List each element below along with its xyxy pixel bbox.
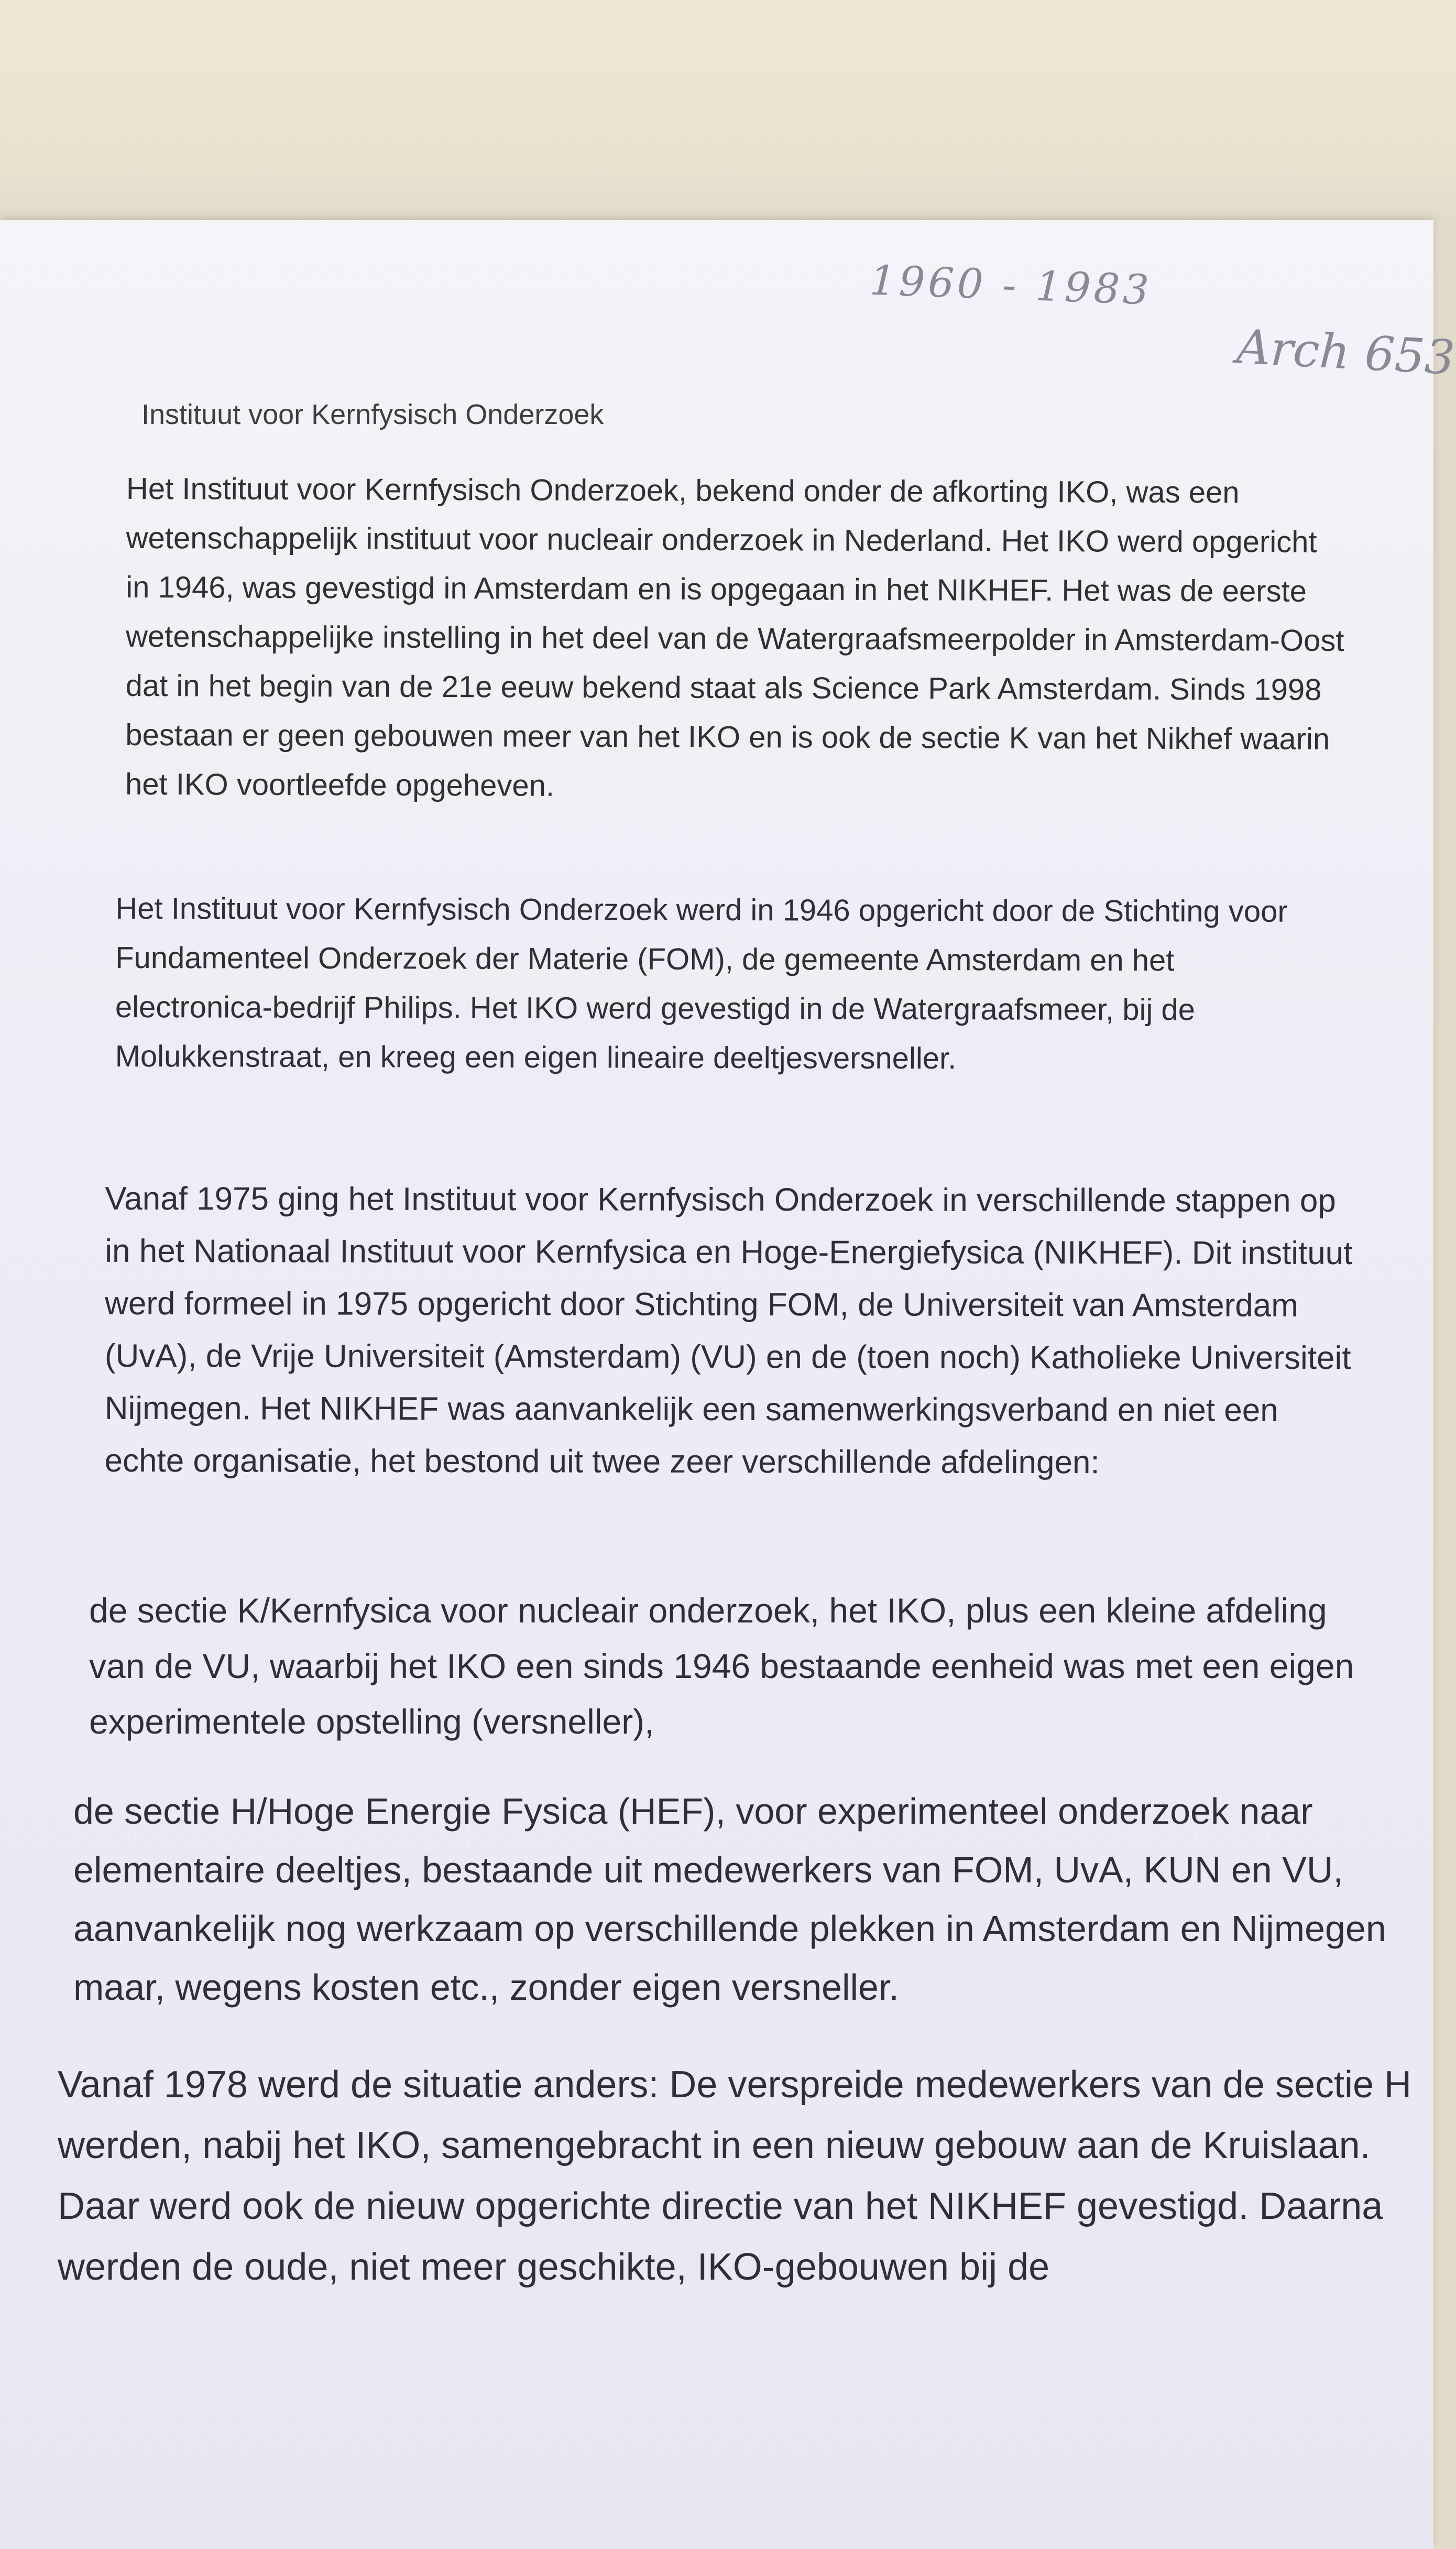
paragraph-merger: Vanaf 1975 ging het Instituut voor Kernfysisch Onderzoek in verschillende stappen op in het Nationaal Instituut voor Kernfysica en Hoge-Energiefysica (NIKHEF). Dit instituut werd formeel in 1975 opgericht door Stichting FOM, de Universiteit van Amsterdam (UvA), de Vrije Universiteit (Amsterdam) (VU) en de (toen noch) Katholieke Universiteit Nijmegen. Het NIKHEF was aanvankelijk een samenwerkingsverband en niet een echte organisatie, het bestond uit twee zeer verschillende afdelingen: [104, 1180, 1353, 1481]
paragraph-section-h: de sectie H/Hoge Energie Fysica (HEF), voor experimenteel onderzoek naar elementaire deeltjes, bestaande uit medewerkers van FOM, UvA, KUN en VU, aanvankelijk nog werkzaam op verschillende plekken in Amsterdam en Nijmegen maar, wegens kosten etc., zonder eigen versneller. [73, 1791, 1386, 2008]
handwritten-years-note: 1960 - 1983 [869, 257, 1153, 314]
document-title: Instituut voor Kernfysisch Onderzoek [141, 399, 604, 430]
paragraph-founding: Het Instituut voor Kernfysisch Onderzoek werd in 1946 opgericht door de Stichting voor Fundamenteel Onderzoek der Materie (FOM), de gemeente Amsterdam en het electronica-bedrijf Philips. Het IKO werd gevestigd in de Watergraafsmeer, bij de Molukkenstraat, en kreeg een eigen lineaire deeltjesversneller. [115, 891, 1288, 1076]
paragraph-1978: Vanaf 1978 werd de situatie anders: De verspreide medewerkers van de sectie H werden, nabij het IKO, samengebracht in een nieuw gebouw aan de Kruislaan. Daar werd ook de nieuw opgerichte directie van het NIKHEF gevestigd. Daarna werden de oude, niet meer geschikte, IKO-gebouwen bij de [58, 2064, 1412, 2288]
paragraph-section-k: de sectie K/Kernfysica voor nucleair onderzoek, het IKO, plus een kleine afdeling van de VU, waarbij het IKO een sinds 1946 bestaande eenheid was met een eigen experimentele opstelling (versneller), [89, 1591, 1354, 1741]
paragraph-intro: Het Instituut voor Kernfysisch Onderzoek, bekend onder de afkorting IKO, was een wetenschappelijk instituut voor nucleair onderzoek in Nederland. Het IKO werd opgericht in 1946, was gevestigd in Amsterdam en is opgegaan in het NIKHEF. Het was de eerste wetenschappelijke instelling in het deel van de Watergraafsmeerpolder in Amsterdam-Oost dat in het begin van de 21e eeuw bekend staat als Science Park Amsterdam. Sinds 1998 bestaan er geen gebouwen meer van het IKO en is ook de sectie K van het Nikhef waarin het IKO voortleefde opgeheven. [125, 471, 1344, 803]
handwritten-archive-note: Arch 653 [1235, 319, 1456, 386]
